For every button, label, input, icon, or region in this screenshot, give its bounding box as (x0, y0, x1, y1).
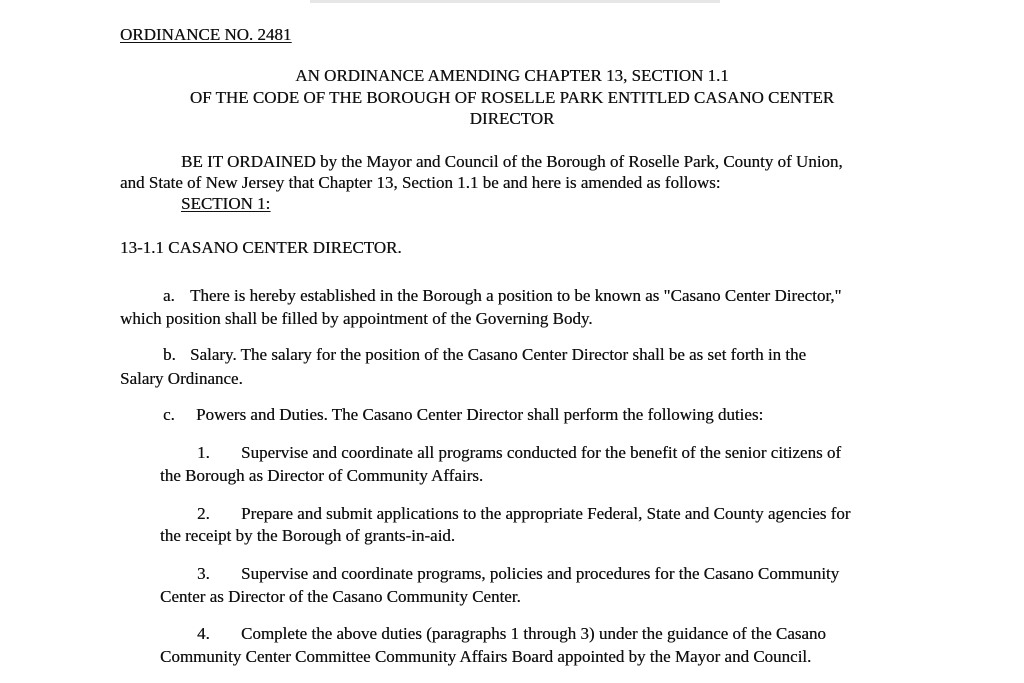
duty-2-marker: 2. (197, 504, 210, 523)
paragraph-a-text-1: There is hereby established in the Borough a position to be known as "Casano Center Director," (190, 286, 842, 305)
paragraph-b-line-2: Salary Ordinance. (120, 369, 243, 388)
ordinance-number-heading: ORDINANCE NO. 2481 (120, 25, 292, 44)
paragraph-a-marker: a. (163, 286, 175, 305)
duty-3-line-2: Center as Director of the Casano Community Center. (160, 587, 521, 606)
duty-2-line-1 (197, 504, 850, 524)
paragraph-b-line-1 (163, 345, 806, 365)
duty-1-text-1: Supervise and coordinate all programs conducted for the benefit of the senior citizens of (241, 443, 841, 462)
paragraph-a-line-1 (163, 286, 842, 306)
preamble-line-2: and State of New Jersey that Chapter 13, Section 1.1 be and here is amended as follows: (120, 173, 721, 192)
paragraph-b-text-1: Salary. The salary for the position of the Casano Center Director shall be as set forth in the (190, 345, 807, 364)
paragraph-a-line-2: which position shall be filled by appointment of the Governing Body. (120, 309, 593, 328)
title-line-2: OF THE CODE OF THE BOROUGH OF ROSELLE PARK ENTITLED CASANO CENTER (189, 88, 835, 107)
title-line-1: AN ORDINANCE AMENDING CHAPTER 13, SECTION 1.1 (295, 66, 729, 85)
duty-3-text-1: Supervise and coordinate programs, policies and procedures for the Casano Community (241, 564, 840, 583)
duty-3-line-1 (197, 564, 839, 584)
duty-3-marker: 3. (197, 564, 210, 583)
duty-4-line-2: Community Center Committee Community Affairs Board appointed by the Mayor and Council. (160, 647, 812, 666)
duty-1-marker: 1. (197, 443, 210, 462)
section-subheading: 13-1.1 CASANO CENTER DIRECTOR. (120, 238, 402, 257)
duty-4-marker: 4. (197, 624, 210, 643)
title-line-3: DIRECTOR (469, 109, 555, 128)
duty-2-text-1: Prepare and submit applications to the appropriate Federal, State and County agencies for (241, 504, 851, 523)
paragraph-c-marker: c. (163, 405, 175, 424)
preamble-line-1: BE IT ORDAINED by the Mayor and Council of the Borough of Roselle Park, County of Union, (181, 152, 843, 171)
duty-1-line-1 (197, 443, 841, 463)
section-heading: SECTION 1: (181, 194, 271, 213)
paragraph-c-text-1: Powers and Duties. The Casano Center Director shall perform the following duties: (196, 405, 764, 424)
duty-4-text-1: Complete the above duties (paragraphs 1 through 3) under the guidance of the Casano (241, 624, 826, 643)
paragraph-b-marker: b. (163, 345, 176, 364)
duty-4-line-1 (197, 624, 826, 644)
duty-2-line-2: the receipt by the Borough of grants-in-aid. (160, 526, 456, 545)
duty-1-line-2: the Borough as Director of Community Affairs. (160, 466, 484, 485)
page-top-edge (310, 0, 720, 3)
paragraph-c-line-1 (163, 405, 763, 425)
